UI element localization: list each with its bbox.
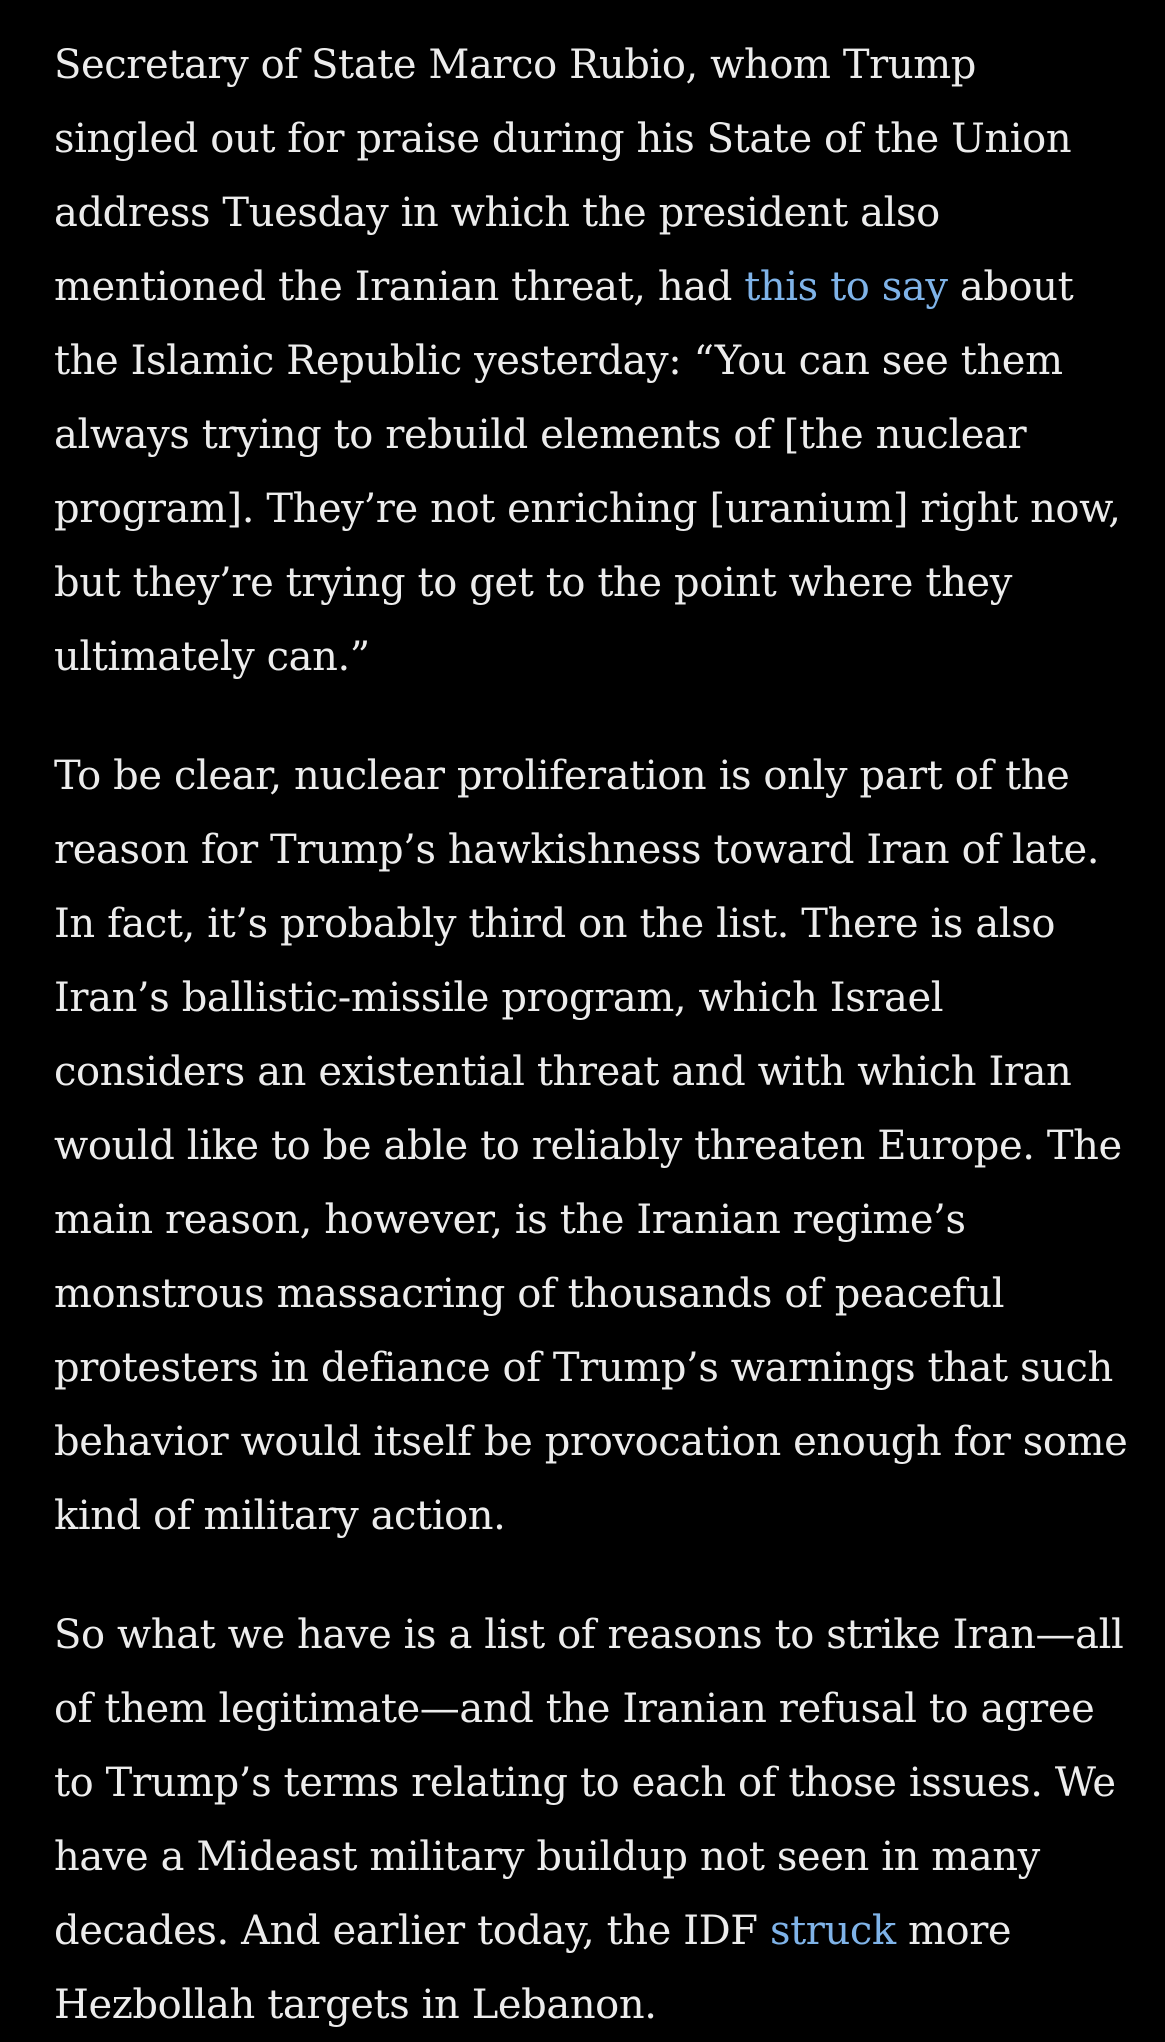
paragraph-text: more Hezbollah targets in Lebanon. — [54, 1908, 1012, 2028]
paragraph-rubio-quote — [54, 28, 1129, 694]
link-this-to-say[interactable]: this to say — [744, 264, 948, 310]
paragraph-summary — [54, 1598, 1129, 2042]
paragraph-reasons: To be clear, nuclear proliferation is only part of the reason for Trump’s hawkishness toward Iran of late. In fact, it’s probably third on the list. There is also Iran’s ballistic-missile program, which Israel considers an existential threat and with which Iran would like to be able to reliably threaten Europe. The main reason, however, is the Iranian regime’s monstrous massacring of thousands of peaceful protesters in defiance of Trump’s warnings that such behavior would itself be provocation enough for some kind of military action. — [54, 753, 1128, 1539]
paragraph-text: So what we have is a list of reasons to strike Iran—all of them legitimate—and the Iranian refusal to agree to Trump’s terms relating to each of those issues. We have a Mideast military buildup not seen in many decades. And earlier today, the IDF — [54, 1612, 1124, 1954]
paragraph-text: Secretary of State Marco Rubio, whom Trump singled out for praise during his State of the Union address Tuesday in which the president also mentioned the Iranian threat, had — [54, 42, 1072, 310]
article-body — [54, 28, 1129, 2042]
paragraph-text: about the Islamic Republic yesterday: “You can see them always trying to rebuild elements of [the nuclear program]. They’re not enriching [uranium] right now, but they’re trying to get to the point where they ultimately can.” — [54, 264, 1121, 680]
link-struck[interactable]: struck — [769, 1908, 896, 1954]
